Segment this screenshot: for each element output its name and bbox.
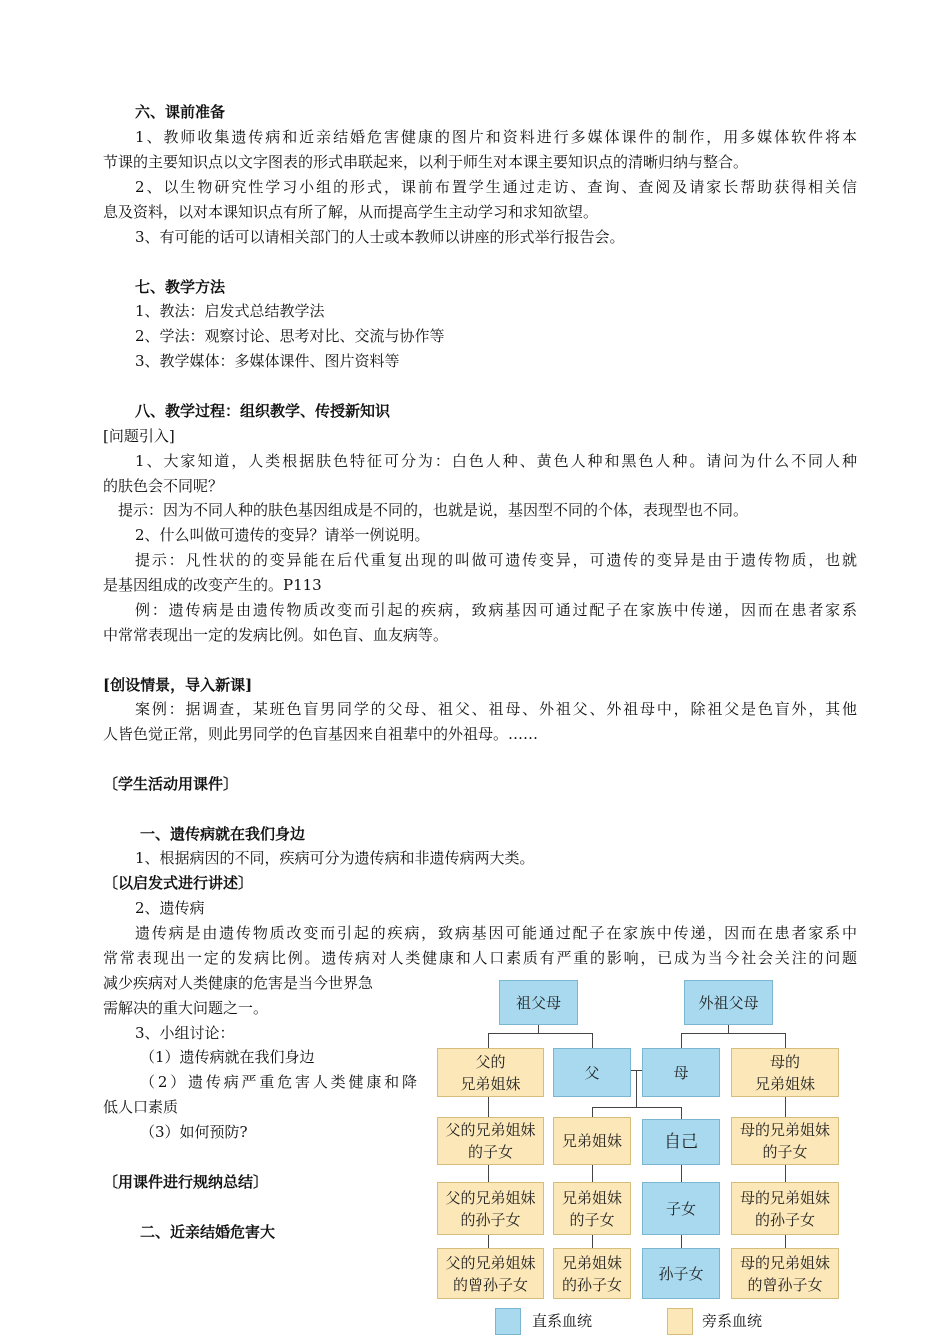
question2: 2、什么叫做可遗传的变异？请举一例说明。 (135, 526, 430, 544)
s6-para1-line2: 节课的主要知识点以文字图表的形式串联起来，以利于师生对本课主要知识点的清晰归纳与整合。 (103, 153, 749, 171)
example-line1: 例：遗传病是由遗传物质改变而引起的疾病，致病基因可通过配子在家族中传递，因而在患者家系 (135, 601, 857, 619)
connector-line (488, 1097, 489, 1117)
part1-para-line2: 常常表现出一定的发病比例。遗传病对人类健康和人口素质有严重的影响，已成为当今社会关注的问题 (103, 949, 857, 967)
part1-tag1: 〔以启发式进行讲述〕 (103, 874, 254, 892)
node-siblings: 兄弟姐妹 (553, 1117, 631, 1165)
node-children: 子女 (642, 1182, 720, 1235)
connector-line (488, 1235, 489, 1248)
node-mother-siblings-greatgrandchildren: 母的兄弟姐妹 的曾孙子女 (731, 1248, 839, 1299)
node-self: 自己 (642, 1119, 720, 1165)
s7-method1: 1、教法：启发式总结教学法 (135, 302, 325, 320)
connector-line (681, 1165, 682, 1182)
connector-line (681, 1033, 785, 1034)
connector-line (785, 1235, 786, 1248)
part1-para-line4: 需解决的重大问题之一。 (103, 999, 269, 1017)
node-siblings-grandchildren: 兄弟姐妹 的孙子女 (553, 1248, 631, 1299)
section-7-title: 七、教学方法 (135, 278, 226, 296)
s6-para1-line1: 1、教师收集遗传病和近亲结婚危害健康的图片和资料进行多媒体课件的制作，用多媒体软件将本 (135, 128, 857, 146)
legend-direct-label: 直系血统 (532, 1312, 593, 1330)
legend-collateral-swatch (667, 1308, 693, 1335)
question1-line2: 的肤色会不同呢？ (103, 477, 224, 495)
connector-line (785, 1033, 786, 1048)
node-mother-siblings: 母的 兄弟姐妹 (731, 1048, 839, 1097)
node-mother-siblings-children: 母的兄弟姐妹 的子女 (731, 1117, 839, 1165)
case-line1: 案例：据调查，某班色盲男同学的父母、祖父、祖母、外祖父、外祖母中，除祖父是色盲外，其他 (135, 700, 857, 718)
connector-line (681, 1033, 682, 1048)
discussion-item3: （3）如何预防? (140, 1123, 248, 1141)
question1-line1: 1、大家知道，人类根据肤色特征可分为：白色人种、黄色人种和黑色人种。请问为什么不同人种 (135, 452, 857, 470)
example-line2: 中常常表现出一定的发病比例。如色盲、血友病等。 (103, 626, 449, 644)
node-grandparents-maternal: 外祖父母 (684, 980, 773, 1025)
connector-line (785, 1097, 786, 1117)
node-grandparents-paternal: 祖父母 (499, 980, 578, 1025)
scene-tag: [创设情景，导入新课] (103, 676, 253, 694)
node-mother-siblings-grandchildren: 母的兄弟姐妹 的孙子女 (731, 1182, 839, 1235)
part1-line1: 1、根据病因的不同，疾病可分为遗传病和非遗传病两大类。 (135, 849, 535, 867)
connector-line (785, 1165, 786, 1182)
node-grandchildren: 孙子女 (642, 1248, 720, 1299)
s7-method2: 2、学法：观察讨论、思考对比、交流与协作等 (135, 327, 445, 345)
hint2-line2: 是基因组成的改变产生的。P113 (103, 576, 322, 594)
intro-tag: [问题引入] (103, 427, 175, 445)
s6-para3: 3、有可能的话可以请相关部门的人士或本教师以讲座的形式举行报告会。 (135, 228, 625, 246)
connector-line (681, 1235, 682, 1248)
legend-collateral-label: 旁系血统 (702, 1312, 763, 1330)
part1-line2: 2、遗传病 (135, 899, 205, 917)
discussion-item1: （1）遗传病就在我们身边 (140, 1048, 315, 1066)
part1-para-line3: 减少疾病对人类健康的危害是当今世界急 (103, 974, 374, 992)
connector-line (636, 1070, 637, 1107)
part1-para-line1: 遗传病是由遗传物质改变而引起的疾病，致病基因可能通过配子在家族中传递，因而在患者家系中 (135, 924, 857, 942)
connector-line (592, 1165, 593, 1182)
connector-line (538, 1025, 539, 1033)
section-6-title: 六、课前准备 (135, 103, 226, 121)
connector-line (728, 1025, 729, 1033)
connector-line (488, 1033, 489, 1048)
part1-tag2: 〔用课件进行规纳总结〕 (103, 1173, 269, 1191)
connector-line (592, 1033, 593, 1048)
node-father-siblings-grandchildren: 父的兄弟姐妹 的孙子女 (437, 1182, 544, 1235)
connector-line (592, 1107, 681, 1108)
connector-line (488, 1165, 489, 1182)
s6-para2-line2: 息及资料，以对本课知识点有所了解，从而提高学生主动学习和求知欲望。 (103, 203, 599, 221)
node-mother: 母 (642, 1048, 720, 1097)
connector-line (488, 1033, 592, 1034)
node-siblings-children: 兄弟姐妹 的子女 (553, 1182, 631, 1235)
node-father-siblings-children: 父的兄弟姐妹 的子女 (437, 1117, 544, 1165)
hint2-line1: 提示：凡性状的的变异能在后代重复出现的叫做可遗传变异，可遗传的变异是由于遗传物质，也就 (135, 551, 857, 569)
case-line2: 人皆色觉正常，则此男同学的色盲基因来自祖辈中的外祖母。…… (103, 725, 539, 743)
connector-line (681, 1107, 682, 1119)
part2-title: 二、近亲结婚危害大 (140, 1223, 276, 1241)
courseware-tag: 〔学生活动用课件〕 (103, 775, 239, 793)
s7-method3: 3、教学媒体：多媒体课件、图片资料等 (135, 352, 400, 370)
node-father-siblings-greatgrandchildren: 父的兄弟姐妹 的曾孙子女 (437, 1248, 544, 1299)
section-8-title: 八、教学过程：组织教学、传授新知识 (135, 402, 391, 420)
legend-direct-swatch (495, 1308, 521, 1335)
node-father: 父 (553, 1048, 631, 1097)
node-father-siblings: 父的 兄弟姐妹 (437, 1048, 544, 1097)
s6-para2-line1: 2、以生物研究性学习小组的形式，课前布置学生通过走访、查询、查阅及请家长帮助获得相关信 (135, 178, 857, 196)
connector-line (592, 1107, 593, 1117)
part1-discussion: 3、小组讨论： (135, 1024, 235, 1042)
part1-title: 一、遗传病就在我们身边 (140, 825, 306, 843)
connector-line (592, 1235, 593, 1248)
hint1: 提示：因为不同人种的肤色基因组成是不同的，也就是说，基因型不同的个体，表现型也不同。 (118, 501, 749, 519)
discussion-item2-line1: （2）遗传病严重危害人类健康和降 (140, 1073, 417, 1091)
discussion-item2-line2: 低人口素质 (103, 1098, 179, 1116)
